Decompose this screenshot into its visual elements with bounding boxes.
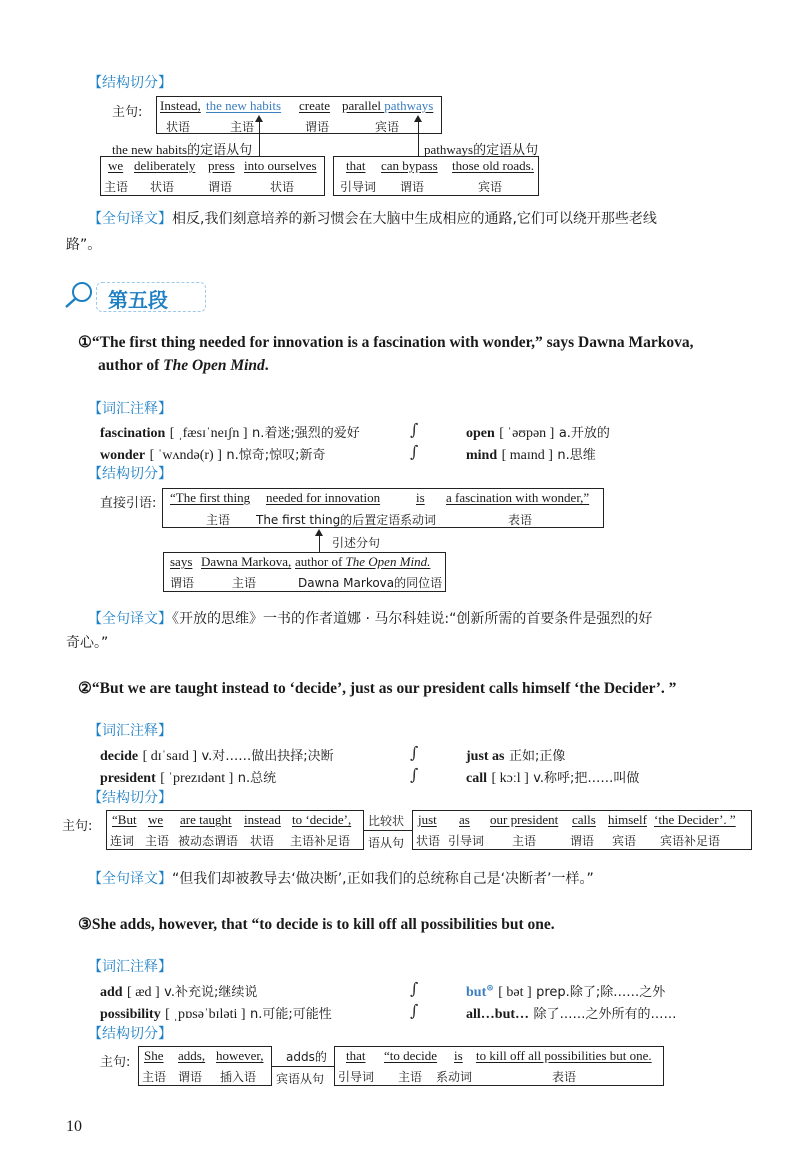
word: instead <box>244 812 281 827</box>
vocab-president: president [ ˈprezɪdənt ] n.总统 <box>100 771 277 786</box>
word-old-roads: those old roads. <box>452 158 534 173</box>
role: 被动态谓语 <box>178 834 239 848</box>
clause-caption: 宾语从句 <box>276 1072 325 1086</box>
role: 主语 <box>398 1070 423 1084</box>
role: 主语 <box>104 180 129 194</box>
role: 状语 <box>250 834 275 848</box>
translation-s1-line2: 奇心。” <box>66 635 109 651</box>
role-predicate: 谓语 <box>305 120 330 134</box>
right-clause-caption: pathways的定语从句 <box>424 142 539 157</box>
vocab-wonder: wonder [ ˈwʌndə(r) ] n.惊奇;惊叹;新奇 <box>100 448 326 463</box>
main-clause-label: 主句: <box>112 105 143 120</box>
vocab-but: but⊛ [ bət ] prep.除了;除……之外 <box>466 983 666 1000</box>
word-create: create <box>299 98 331 113</box>
connector-line <box>259 121 260 157</box>
divider-icon: ∫ <box>410 979 419 998</box>
word: our president <box>490 812 559 827</box>
word: says <box>170 554 193 569</box>
role: 宾语 <box>478 180 503 194</box>
vocab-add: add [ æd ] v.补充说;继续说 <box>100 985 258 1000</box>
role: The first thing的后置定语 <box>256 513 401 527</box>
role: 连词 <box>110 834 135 848</box>
word-deliberately: deliberately <box>134 158 196 173</box>
role: 主语 <box>512 834 537 848</box>
word-we: we <box>108 158 124 173</box>
word-can-bypass: can bypass <box>381 158 438 173</box>
word: adds, <box>178 1048 206 1063</box>
word: calls <box>572 812 596 827</box>
word: himself <box>608 812 647 827</box>
sentence-1: ①“The first thing needed for innovation is a fascination with wonder,” says Dawna Markova, <box>78 334 694 351</box>
word: She <box>144 1048 164 1063</box>
role: 引导词 <box>338 1070 375 1084</box>
vocab-open: open [ ˈəʊpən ] a.开放的 <box>466 426 610 441</box>
word: “to decide <box>384 1048 438 1063</box>
role: 主语 <box>232 576 257 590</box>
role: 宾语补足语 <box>660 834 721 848</box>
word-instead: Instead, <box>160 98 201 113</box>
structure-label: 【结构切分】 <box>88 466 172 482</box>
new-word-icon: ⊛ <box>486 983 494 994</box>
word: a fascination with wonder,” <box>446 490 590 505</box>
word: that <box>346 1048 366 1063</box>
role: 系动词 <box>400 513 437 527</box>
role: 主语 <box>206 513 231 527</box>
connector-line <box>319 535 320 552</box>
word: “But <box>112 812 137 827</box>
left-clause-caption: the new habits的定语从句 <box>112 142 253 157</box>
role: 状语 <box>270 180 295 194</box>
direct-quote-label: 直接引语: <box>100 496 157 511</box>
divider-icon: ∫ <box>410 1001 419 1020</box>
structure-label: 【结构切分】 <box>88 790 172 806</box>
sentence-1-line2: author of The Open Mind. <box>98 357 269 374</box>
vocab-mind: mind [ maɪnd ] n.思维 <box>466 448 596 463</box>
section-title: 第五段 <box>108 288 168 312</box>
word-pathways: parallel pathways <box>342 98 434 113</box>
word: we <box>148 812 164 827</box>
word: needed for innovation <box>266 490 381 505</box>
word: ‘the Decider’. ” <box>654 812 736 827</box>
divider-icon: ∫ <box>410 765 419 784</box>
role: 插入语 <box>220 1070 257 1084</box>
word-into-ourselves: into ourselves <box>244 158 317 173</box>
word: to kill off all possibilities but one. <box>476 1048 652 1063</box>
role: 表语 <box>552 1070 577 1084</box>
word-new-habits: the new habits <box>206 98 282 113</box>
word: “The first thing <box>170 490 251 505</box>
role: 谓语 <box>400 180 425 194</box>
main-clause-label: 主句: <box>62 819 93 834</box>
divider-icon: ∫ <box>410 743 419 762</box>
structure-label: 【结构切分】 <box>88 75 172 91</box>
connector-line <box>364 830 412 831</box>
sentence-3: ③She adds, however, that “to decide is to kill off all possibilities but one. <box>78 916 555 933</box>
translation-label: 【全句译文】 <box>88 211 172 227</box>
vocab-label: 【词汇注释】 <box>88 401 172 417</box>
vocab-label: 【词汇注释】 <box>88 959 172 975</box>
word-press: press <box>208 158 235 173</box>
word: just <box>418 812 437 827</box>
vocab-label: 【词汇注释】 <box>88 723 172 739</box>
word: are taught <box>180 812 232 827</box>
role: 引导词 <box>448 834 485 848</box>
word-that: that <box>346 158 366 173</box>
page-number: 10 <box>66 1118 82 1135</box>
connector-line <box>272 1066 334 1067</box>
role: 表语 <box>508 513 533 527</box>
role: 主语 <box>145 834 170 848</box>
sentence-2: ②“But we are taught instead to ‘decide’, just as our president calls himself ‘the Decider’. ” <box>78 680 677 697</box>
vocab-fascination: fascination [ ˌfæsɪˈneɪʃn ] n.着迷;强烈的爱好 <box>100 426 360 441</box>
vocab-decide: decide [ dɪˈsaɪd ] v.对……做出抉择;决断 <box>100 749 334 764</box>
vocab-just-as: just as 正如;正像 <box>466 749 566 764</box>
vocab-call: call [ kɔːl ] v.称呼;把……叫做 <box>466 771 640 786</box>
role: 主语 <box>142 1070 167 1084</box>
role: 谓语 <box>178 1070 203 1084</box>
divider-icon: ∫ <box>410 420 419 439</box>
role-subject: 主语 <box>230 120 255 134</box>
word: as <box>459 812 470 827</box>
translation-s2: 【全句译文】“但我们却被教导去‘做决断’,正如我们的总统称自己是‘决断者’一样。” <box>88 871 594 887</box>
word: is <box>416 490 425 505</box>
structure-label: 【结构切分】 <box>88 1026 172 1042</box>
role: 主语补足语 <box>290 834 351 848</box>
word: author of The Open Mind. <box>295 554 431 569</box>
role: 状语 <box>416 834 441 848</box>
role: 谓语 <box>170 576 195 590</box>
role: 引导词 <box>340 180 377 194</box>
main-clause-label: 主句: <box>100 1055 131 1070</box>
word: Dawna Markova, <box>201 554 292 569</box>
connector-line <box>418 121 419 157</box>
clause-caption: adds的 <box>286 1050 327 1064</box>
report-caption: 引述分句 <box>332 536 381 550</box>
divider-icon: ∫ <box>410 442 419 461</box>
role: 谓语 <box>570 834 595 848</box>
clause-caption: 比较状 <box>368 814 405 828</box>
role: 状语 <box>150 180 175 194</box>
role: 谓语 <box>208 180 233 194</box>
translation-block0-line2: 路”。 <box>66 237 102 253</box>
role-object: 宾语 <box>375 120 400 134</box>
vocab-all-but: all…but… 除了……之外所有的…… <box>466 1007 677 1022</box>
vocab-possibility: possibility [ ˌpɒsəˈbɪləti ] n.可能;可能性 <box>100 1007 332 1022</box>
role: Dawna Markova的同位语 <box>298 576 443 590</box>
role: 宾语 <box>612 834 637 848</box>
role: 系动词 <box>436 1070 473 1084</box>
translation-s1: 【全句译文】《开放的思维》一书的作者道娜 · 马尔科娃说:“创新所需的首要条件是强烈的好 <box>88 611 653 627</box>
word: however, <box>216 1048 264 1063</box>
search-icon <box>62 280 100 310</box>
role-adverbial: 状语 <box>166 120 191 134</box>
translation-block0: 【全句译文】相反,我们刻意培养的新习惯会在大脑中生成相应的通路,它们可以绕开那些老线 <box>88 211 657 227</box>
word: is <box>454 1048 463 1063</box>
clause-caption: 语从句 <box>368 836 405 850</box>
word: to ‘decide’, <box>292 812 352 827</box>
